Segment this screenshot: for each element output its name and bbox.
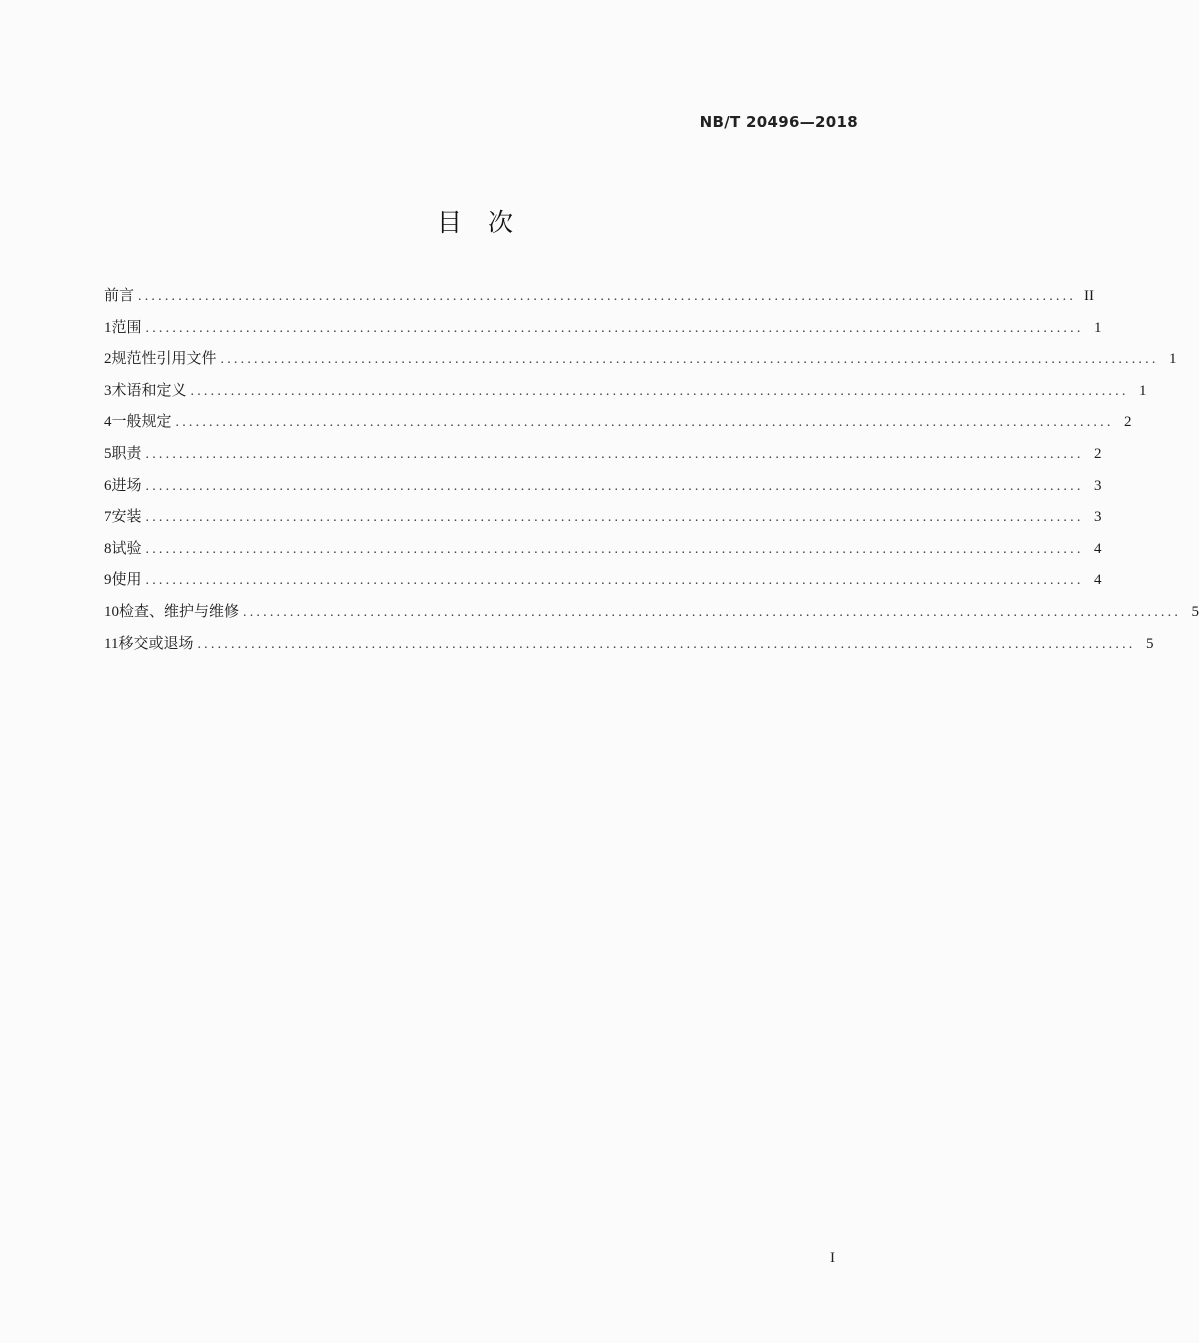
- toc-entry-number: 9: [104, 572, 112, 589]
- toc-entry-page: 1: [1094, 319, 1102, 336]
- toc-leader-dots: ............................................................................................................................................: [220, 352, 1159, 368]
- toc-leader-dots: ............................................................................................................................................: [145, 478, 1084, 494]
- toc-entry-label: 范围: [111, 317, 142, 336]
- toc-leader-dots: ............................................................................................................................................: [243, 604, 1182, 620]
- page-title: 目次: [436, 208, 539, 237]
- toc-entry-number: 2: [104, 351, 112, 368]
- toc-entry-number: 8: [104, 540, 112, 557]
- toc-entry-page: 4: [1094, 540, 1102, 557]
- toc-leader-dots: ............................................................................................................................................: [197, 636, 1136, 652]
- toc-entry-5[interactable]: [104, 442, 1102, 474]
- toc-entry-label: 规范性引用文件: [111, 349, 217, 368]
- toc-leader-dots: ............................................................................................................................................: [138, 289, 1077, 304]
- toc-entry-page: 2: [1124, 414, 1132, 431]
- toc-entry-number: 1: [104, 319, 112, 336]
- toc-entry-label: 移交或退场: [118, 633, 194, 652]
- toc-entry-2[interactable]: [104, 347, 1177, 379]
- toc-entry-number: 11: [104, 635, 119, 652]
- toc-leader-dots: ............................................................................................................................................: [145, 510, 1084, 526]
- toc-entry-label: 使用: [111, 570, 142, 589]
- toc-entry-label: 术语和定义: [111, 380, 187, 399]
- toc-leader-dots: ............................................................................................................................................: [145, 573, 1084, 589]
- toc-entry-number: 7: [104, 509, 112, 526]
- toc-entry-number: 3: [104, 382, 112, 399]
- toc-entry-label: 前言: [104, 286, 135, 304]
- toc-leader-dots: ............................................................................................................................................: [145, 541, 1084, 557]
- toc-entry-label: 进场: [111, 475, 142, 494]
- toc-leader-dots: ............................................................................................................................................: [190, 383, 1129, 399]
- toc-entry-page: II: [1084, 288, 1095, 304]
- toc-entry-1[interactable]: [104, 316, 1102, 348]
- toc-entry-page: 3: [1094, 477, 1102, 494]
- toc-entry-number: 10: [104, 603, 119, 620]
- toc-entry-page: 4: [1094, 572, 1102, 589]
- toc-entry-8[interactable]: [104, 537, 1102, 569]
- toc-entry-page: 3: [1094, 509, 1102, 526]
- toc-entry-label: 职责: [111, 443, 142, 462]
- standard-code: NB/T 20496—2018: [699, 113, 858, 131]
- toc-leader-dots: ............................................................................................................................................: [145, 446, 1084, 462]
- toc-entry-label: 一般规定: [111, 412, 172, 431]
- toc-entry-number: 5: [104, 445, 112, 462]
- toc-entry-page: 5: [1145, 635, 1154, 652]
- toc-entry-page: 2: [1094, 445, 1102, 462]
- toc-leader-dots: ............................................................................................................................................: [175, 415, 1114, 431]
- toc-entry-page: 1: [1139, 382, 1147, 399]
- toc-entry-4[interactable]: [104, 410, 1132, 442]
- toc-entry-page: 5: [1191, 603, 1199, 620]
- toc-entry-foreword[interactable]: [104, 284, 1095, 316]
- toc-entry-label: 安装: [111, 507, 142, 526]
- toc-entry-label: 检查、维护与维修: [119, 601, 240, 620]
- toc-entry-number: 6: [104, 477, 112, 494]
- toc-entry-6[interactable]: [104, 474, 1102, 506]
- toc-leader-dots: ............................................................................................................................................: [145, 320, 1084, 336]
- toc-entry-10[interactable]: [104, 600, 1199, 632]
- page-number: I: [830, 1250, 835, 1266]
- toc-entry-3[interactable]: [104, 379, 1147, 411]
- toc-entry-7[interactable]: [104, 505, 1102, 537]
- toc-entry-number: 4: [104, 414, 112, 431]
- toc-entry-label: 试验: [111, 538, 142, 557]
- toc-entry-page: 1: [1169, 351, 1177, 368]
- toc-entry-11[interactable]: [104, 632, 1154, 664]
- table-of-contents: [104, 284, 1199, 663]
- toc-entry-9[interactable]: [104, 568, 1102, 600]
